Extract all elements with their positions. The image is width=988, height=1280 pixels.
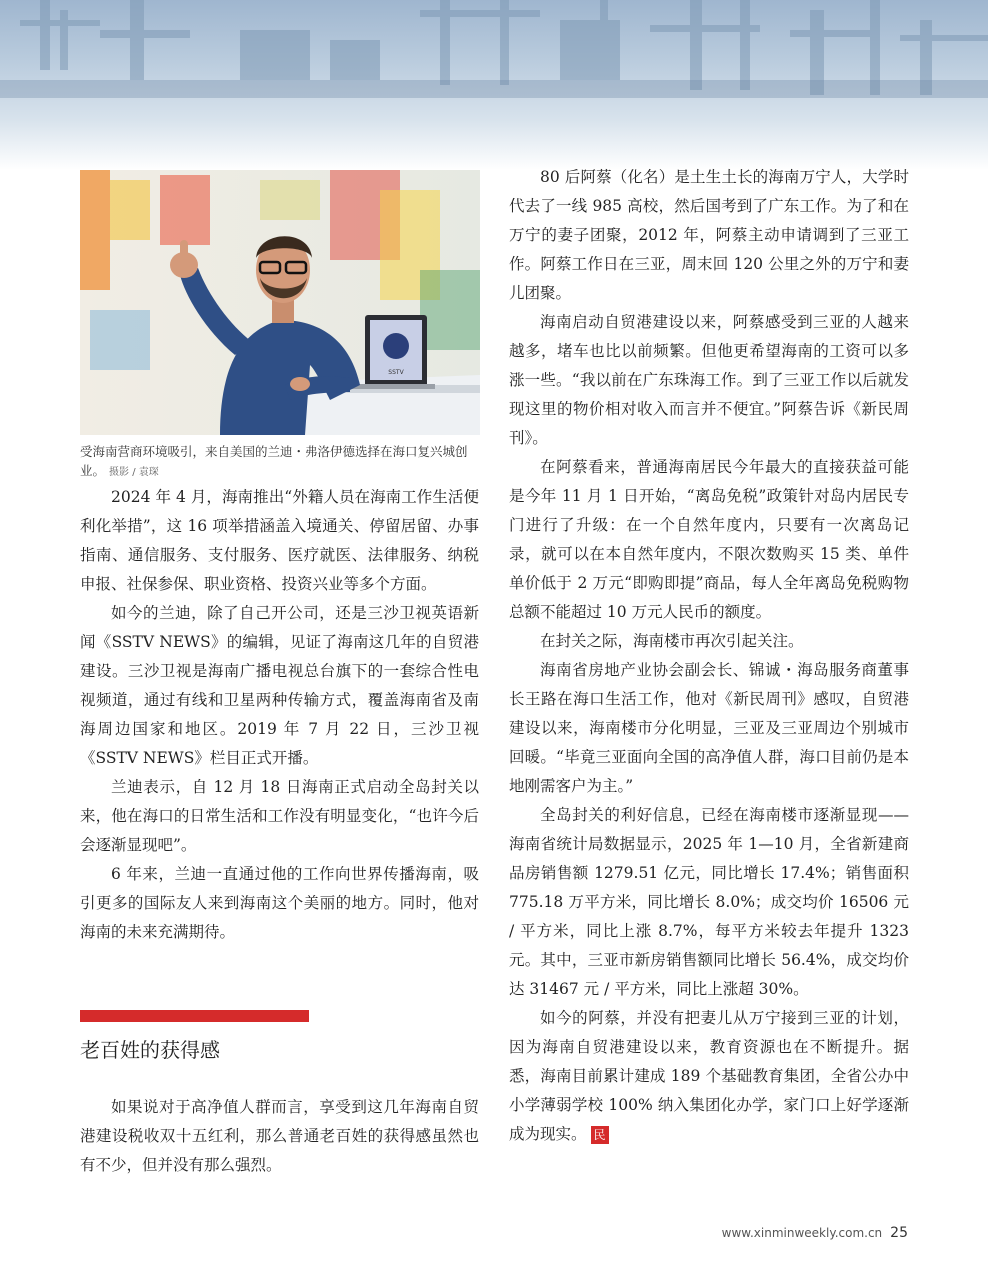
paragraph: 海南省房地产业协会副会长、锦诚・海岛服务商董事长王路在海口生活工作，他对《新民周刊》感叹，自贸港建设以来，海南楼市分化明显，三亚及三亚周边个别城市回暖。“毕竟三亚面向全国的高净值人群，海口目前仍是本地刚需客户为主。”: [509, 661, 909, 795]
photo-caption: [80, 442, 482, 482]
end-mark-icon: 民: [591, 1126, 609, 1144]
caption-text: 受海南营商环境吸引，来自美国的兰迪・弗洛伊德选择在海口复兴城创业。: [80, 444, 468, 478]
paragraph: 在阿蔡看来，普通海南居民今年最大的直接获益可能是今年 11 月 1 日开始，“离岛免税”政策针对岛内居民专门进行了升级：在一个自然年度内，只要有一次离岛记录，就可以在本自然年度内，不限次数购买 15 类、单件单价低于 2 万元“即购即提”商品，每人全年离岛免税购物总额不能超过 10 万元人民币的额度。: [509, 458, 909, 621]
paragraph: 在封关之际，海南楼市再次引起关注。: [540, 632, 804, 650]
left-column-section: [80, 1093, 479, 1180]
svg-text:SSTV: SSTV: [388, 369, 404, 376]
paragraph: 6 年来，兰迪一直通过他的工作向世界传播海南，吸引更多的国际友人来到海南这个美丽的地方。同时，他对海南的未来充满期待。: [80, 865, 479, 941]
paragraph: 兰迪表示，自 12 月 18 日海南正式启动全岛封关以来，他在海口的日常生活和工作没有明显变化，“也许今后会逐渐显现吧”。: [80, 778, 479, 854]
paragraph: 海南启动自贸港建设以来，阿蔡感受到三亚的人越来越多，堵车也比以前频繁。但他更希望海南的工资可以多涨一些。“我以前在广东珠海工作。到了三亚工作以后就发现这里的物价相对收入而言并不便宜。”阿蔡告诉《新民周刊》。: [509, 313, 909, 447]
header-banner-image: [0, 0, 988, 170]
port-cranes-graphic: [0, 0, 988, 170]
paragraph-text: 如今的阿蔡，并没有把妻儿从万宁接到三亚的计划，因为海南自贸港建设以来，教育资源也在不断提升。据悉，海南目前累计建成 189 个基础教育集团，全省公办中小学薄弱学校 100% 纳入集团化办学，家门口上好学逐渐成为现实。: [509, 1009, 909, 1143]
paragraph: 如果说对于高净值人群而言，享受到这几年海南自贸港建设税收双十五红利，那么普通老百姓的获得感虽然也有不少，但并没有那么强烈。: [80, 1098, 479, 1174]
photo-credit: 摄影 / 袁琛: [109, 467, 159, 478]
page-footer: [722, 1225, 908, 1241]
paragraph: 全岛封关的利好信息，已经在海南楼市逐渐显现——海南省统计局数据显示，2025 年 1—10 月，全省新建商品房销售额 1279.51 亿元，同比增长 17.4%；销售面积 775.18 万平方米，同比增长 8.0%；成交均价 16506 元 / 平方米，同比上涨 8.7%，每平方米较去年提升 1323 元。其中，三亚市新房销售额同比增长 56.4%，成交均价达 31467 元 / 平方米，同比上涨超 30%。: [509, 806, 909, 998]
paragraph: 如今的兰迪，除了自己开公司，还是三沙卫视英语新闻《SSTV NEWS》的编辑，见证了海南这几年的自贸港建设。三沙卫视是海南广播电视总台旗下的一套综合性电视频道，通过有线和卫星两种传输方式，覆盖海南省及南海周边国家和地区。2019 年 7 月 22 日，三沙卫视《SSTV NEWS》栏目正式开播。: [80, 604, 479, 767]
article-photo: [80, 170, 480, 435]
page-number: 25: [890, 1225, 908, 1241]
section-divider-bar: [80, 1010, 309, 1022]
photo-man-laptop: [80, 170, 480, 435]
paragraph: 80 后阿蔡（化名）是土生土长的海南万宁人，大学时代去了一线 985 高校，然后国考到了广东工作。为了和在万宁的妻子团聚，2012 年，阿蔡主动申请调到了三亚工作。阿蔡工作日在三亚，周末回 120 公里之外的万宁和妻儿团聚。: [509, 168, 909, 302]
footer-url[interactable]: www.xinminweekly.com.cn: [721, 1226, 883, 1240]
right-column: [509, 163, 909, 1149]
paragraph: 2024 年 4 月，海南推出“外籍人员在海南工作生活便利化举措”，这 16 项举措涵盖入境通关、停留居留、办事指南、通信服务、支付服务、医疗就医、法律服务、纳税申报、社保参保、职业资格、投资兴业等多个方面。: [80, 488, 479, 593]
left-column: [80, 483, 479, 947]
paragraph-last: [509, 1004, 909, 1149]
section-heading: 老百姓的获得感: [80, 1038, 220, 1062]
